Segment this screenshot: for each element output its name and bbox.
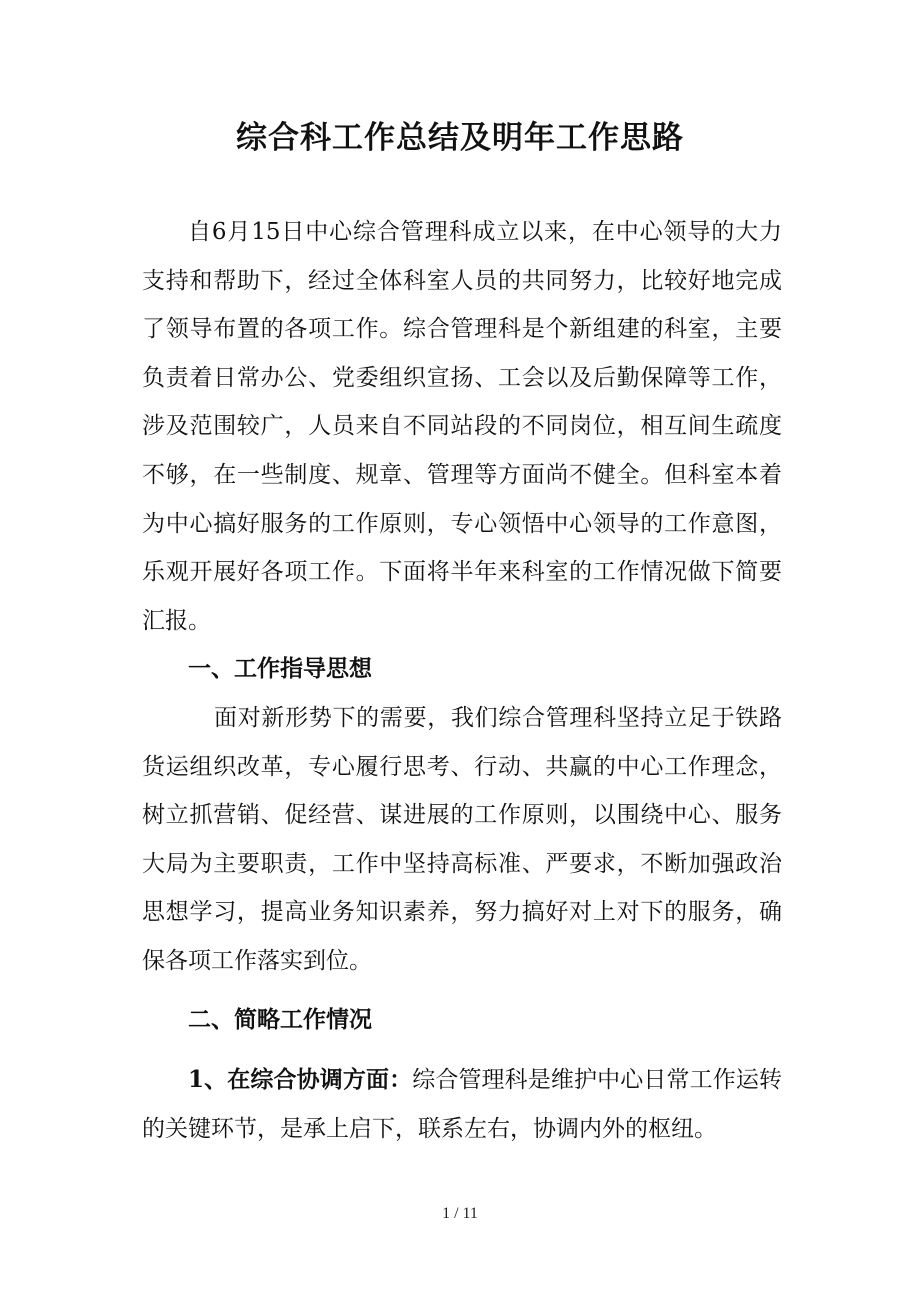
paragraph-intro: 自6月15日中心综合管理科成立以来，在中心领导的大力支持和帮助下，经过全体科室人员的共同努力，比较好地完成了领导布置的各项工作。综合管理科是个新组建的科室，主要负责着日常办公、党委组织宣扬、工会以及后勤保障等工作，涉及范围较广，人员来自不同站段的不同岗位，相互间生疏度不够，在一些制度、规章、管理等方面尚不健全。但科室本着为中心搞好服务的工作原则，专心领悟中心领导的工作意图，乐观开展好各项工作。下面将半年来科室的工作情况做下简要汇报。 xyxy=(142,219,782,634)
document-body xyxy=(142,208,782,1153)
list-item-text: 综合管理科是维护中心日常工作运转的关键环节，是承上启下，联系左右，协调内外的枢纽。 xyxy=(142,1067,782,1142)
document-title: 综合科工作总结及明年工作思路 xyxy=(236,120,684,156)
section-heading-work-overview: 二、简略工作情况 xyxy=(188,1005,372,1033)
list-item-lead: 1、在综合协调方面： xyxy=(188,1066,413,1094)
page-number: 1 / 11 xyxy=(442,1205,478,1222)
section-heading-guiding-thought: 一、工作指导思想 xyxy=(188,655,372,683)
paragraph-guiding-thought: 面对新形势下的需要，我们综合管理科坚持立足于铁路货运组织改革，专心履行思考、行动、共赢的中心工作理念，树立抓营销、促经营、谋进展的工作原则，以围绕中心、服务大局为主要职责，工作中坚持高标准、严要求，不断加强政治思想学习，提高业务知识素养，努力搞好对上对下的服务，确保各项工作落实到位。 xyxy=(142,704,782,974)
list-item-coordination xyxy=(142,1056,782,1153)
